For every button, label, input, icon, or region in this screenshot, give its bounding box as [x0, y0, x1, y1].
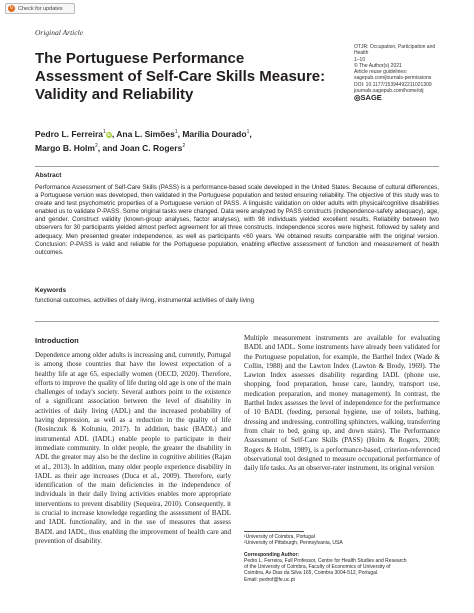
correspondence-line: of the University of Coimbra, Faculty of Economics of University of — [244, 564, 391, 571]
update-icon: ↻ — [9, 5, 14, 11]
journal-meta-line[interactable]: DOI: 10.1177/15394492211021309 — [354, 81, 432, 88]
orcid-icon[interactable]: iD — [106, 131, 111, 137]
journal-meta-line: © The Author(s) 2021 — [354, 62, 402, 69]
correspondence-line: Coimbra, Av Dias da Silva 165, Coimbra 3004-512, Portugal. — [244, 570, 379, 577]
journal-meta-line: 1–10 — [354, 56, 366, 63]
left-column — [35, 334, 231, 546]
keywords-text: functional outcomes, activities of daily living, instrumental activities of daily living — [35, 297, 255, 304]
affiliation: ²University of Pittsburgh, Pennsylvania, USA — [244, 540, 343, 547]
footnotes — [244, 534, 444, 583]
abstract-heading: Abstract — [35, 172, 62, 179]
author-line — [35, 140, 335, 154]
journal-meta-line: OTJR: Occupation, Participation and — [354, 44, 436, 50]
correspondence-line: Pedro L. Ferreira, Full Professor, Centre for Health Studies and Research — [244, 557, 407, 564]
affiliation: ¹University of Coimbra, Portugal — [244, 534, 315, 540]
author-name[interactable]: Ana L. Simões — [116, 128, 175, 139]
divider — [35, 321, 439, 322]
correspondence-heading: Corresponding Author: — [244, 551, 300, 558]
author-name[interactable]: Joan C. Rogers — [119, 142, 183, 153]
article-title: The Portuguese Performance Assessment of Self-Care Skills Measure: Validity and Reliability — [35, 50, 326, 103]
author-name[interactable]: Margo B. Holm — [35, 142, 95, 153]
journal-meta-line: Health — [354, 50, 369, 57]
author-separator: , — [249, 128, 252, 139]
journal-meta-line[interactable]: Article reuse guidelines: — [354, 69, 408, 76]
introduction-paragraph-continued: Multiple measurement instruments are available for evaluating BADL and IADL. Some instruments have already been validated for the Portuguese population, for example, the Barthel Index (Wade & Collin, 1988) and the Lawton Index (Lawton & Brody, 1969). The Lawton Index assesses disability regarding IADL (phone use, shopping, food preparation, house care, laundry, transport use, medication preparation, and money management). In contrast, the Barthel Index assesses the level of independence for the performance of 10 BADL (feeding, personal hygiene, use of toilets, bathing, dressing and undressing, controlling sphincters, walking, transferring from chair to bed, going up, and down stairs). The Performance Assessment of Self-Care Skills (PASS) (Holm & Rogers, 2008; Rogers & Holm, 1989), is a performance-based, criterion-referenced observational tool designed to measure occupational performance of daily life tasks. As an observer-rater instrument, its original version — [244, 334, 440, 473]
affiliation-marker: 1 — [103, 129, 106, 135]
author-name[interactable]: Marília Dourado — [182, 128, 247, 139]
author-separator: , and — [97, 142, 120, 153]
keywords-heading: Keywords — [35, 287, 67, 294]
journal-meta — [354, 44, 464, 102]
check-for-updates-badge[interactable] — [5, 3, 75, 14]
check-for-updates-label: Check for updates — [18, 5, 63, 12]
introduction-paragraph: Dependence among older adults is increasing and, currently, Portugal is among those countries that have the lowest expectation of a healthy life at age 65, especially women (OECD, 2020). Therefore, efforts to improve the quality of life during old age is one of the main challenges of today's society. Several authors point to the existence of a significant association between the level of disability in activities of daily living (ADL) and the increased probability of having depression, as well as a reduction in the quality of life (Rosinczuk & Koltuniu, 2017). In addition, basic (BADL) and instrumental ADL (IADL) enable people to participate in their immediate community. In older people, the greater the disability in ADL the greater may also be the decline in cognitive abilities (Rajan et al., 2013). In addition, many older people experience disability in IADL as their age increases (Duca et al., 2009). Therefore, early identification of the main deficiencies in the independence of individuals in their daily living activities enables more appropriate interventions to prevent disability (Sequeira, 2010). Consequently, it is crucial to increase knowledge regarding the assessment of BADL and IADL functionality, and in the use of measures that assess BADL and IADL, thus enabling the improvement of health care and prevention of disability. — [35, 351, 231, 545]
affiliation-marker: 1 — [246, 129, 250, 135]
journal-meta-line[interactable]: sagepub.com/journals-permissions — [354, 75, 432, 82]
correspondence-email[interactable]: Email: pedrof@fe.uc.pt — [244, 576, 295, 583]
right-column — [244, 334, 440, 473]
author-name[interactable]: Pedro L. Ferreira — [35, 128, 104, 139]
divider — [35, 166, 439, 167]
sage-logo: ◎SAGE — [354, 93, 382, 103]
abstract-text: Performance Assessment of Self-Care Skills (PASS) is a performance-based scale developed in the United States. Because of cultural differences, a Portuguese version was developed, then validated in the Portuguese population and tested ensuring reliability. The objective of this study was to create and test psychometric properties of a Portuguese version of PASS. A linguistic validation on older adults with physical/cognitive disabilities enabled us to validate P-PASS. Some original tasks were changed. Data were analyzed by PASS constructs (independence-safety adequacy), age, and gender. Construct validity (known-group analyses, factor analyses), with 98 individuals yielded excellent results. Reliability between two observers for 30 participants yielded almost perfect agreement for all three constructs. Independence scores were highest, followed by safety and adequacy. Men presented greater independence, as well as participants <60 years. We obtained results comparable with the original version. Conclusion: P-PASS is valid and reliable for the Portuguese population, enabling effective assessment of function and measurement of health outcomes. — [35, 184, 439, 256]
affiliation-marker: 2 — [94, 142, 98, 149]
journal-meta-line[interactable]: journals.sagepub.com/home/otj — [354, 88, 424, 95]
author-separator: , — [177, 128, 183, 139]
author-separator: , — [111, 128, 117, 139]
author-line — [35, 126, 335, 140]
affiliation-marker: 2 — [182, 142, 186, 149]
affiliation-marker: 1 — [174, 129, 178, 135]
article-type: Original Article — [35, 28, 83, 37]
author-list — [35, 126, 335, 154]
introduction-heading: Introduction — [35, 336, 79, 345]
footnote-divider — [244, 531, 304, 532]
